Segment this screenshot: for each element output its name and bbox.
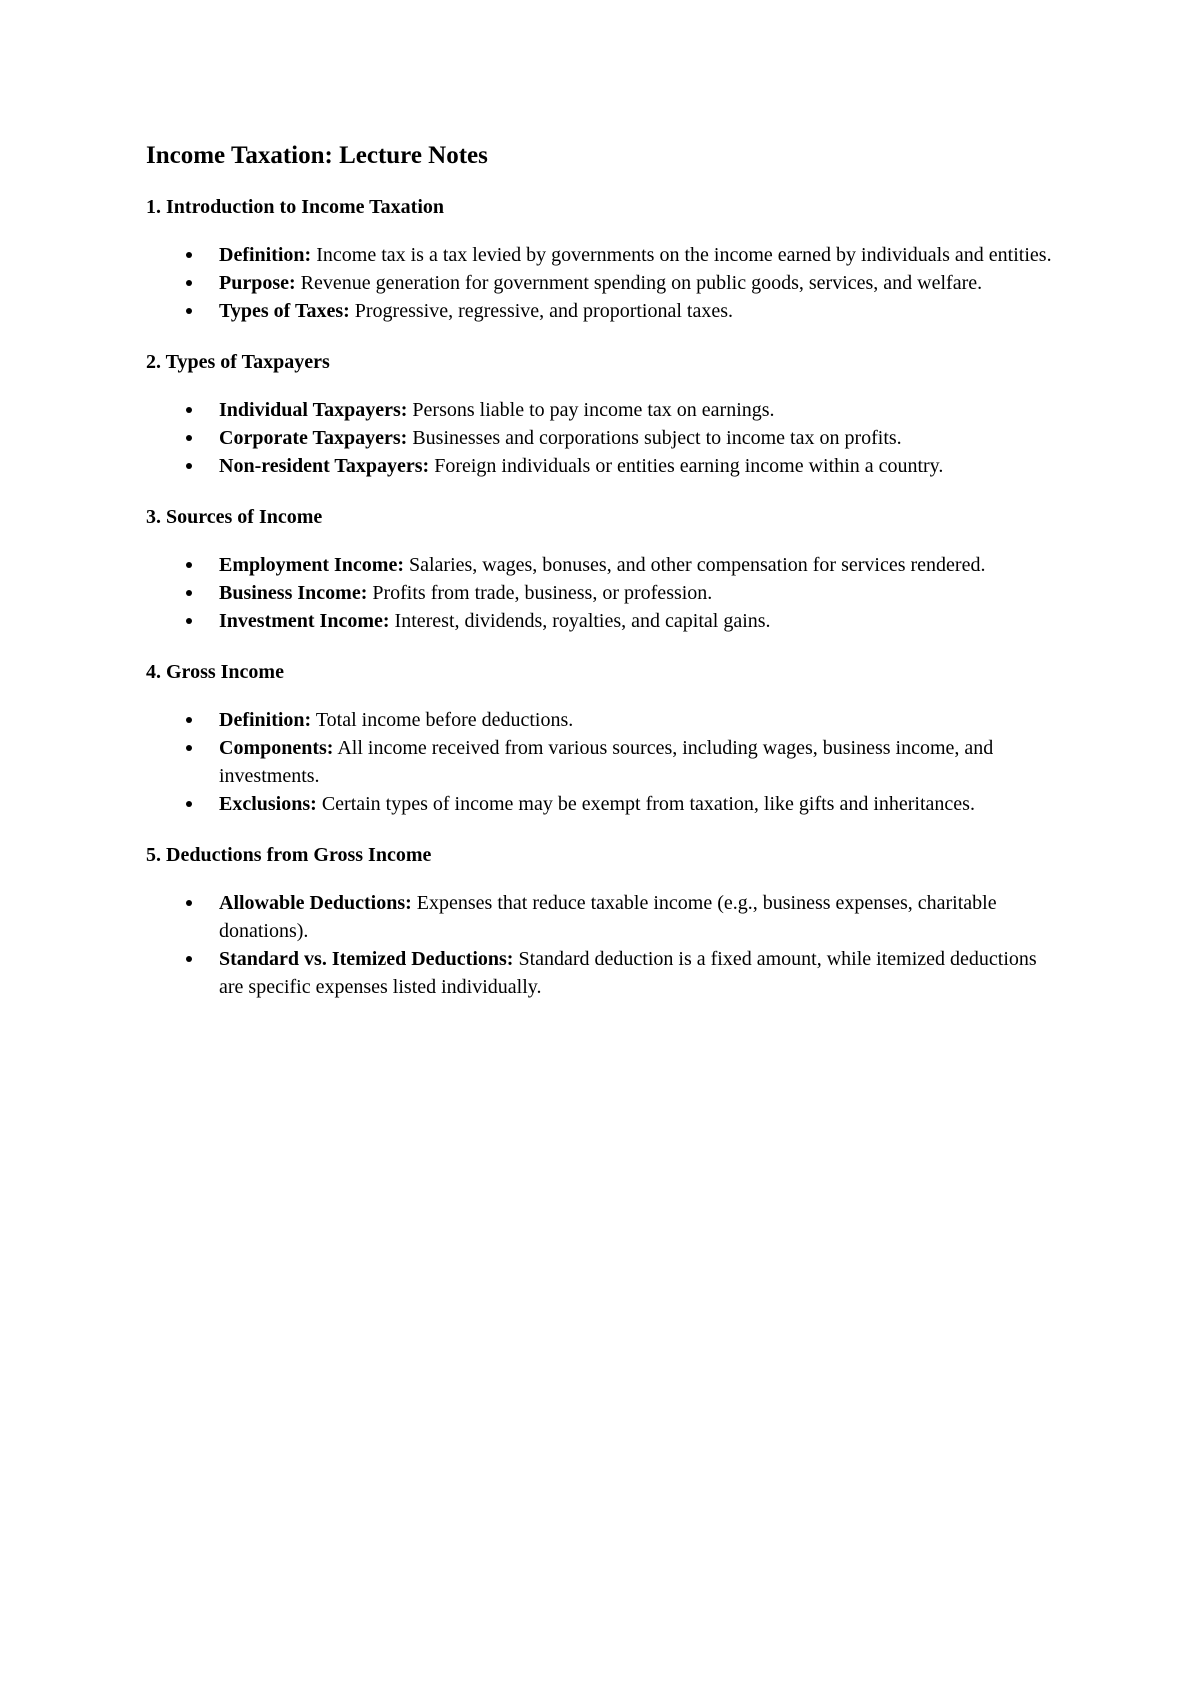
item-term: Components: [219,736,334,759]
section-introduction [146,193,1066,325]
item-term: Corporate Taxpayers: [219,426,408,449]
list-item [146,579,1066,607]
item-text: Salaries, wages, bonuses, and other compensation for services rendered. [403,553,986,576]
bullet-list [146,241,1066,325]
list-item [146,424,1066,452]
document-page [146,140,1066,1024]
section-heading: 5. Deductions from Gross Income [146,843,432,866]
document-title: Income Taxation: Lecture Notes [146,142,488,169]
list-item [146,706,1066,734]
list-item [146,396,1066,424]
list-item [146,269,1066,297]
bullet-list [146,706,1066,818]
section-types-of-taxpayers [146,348,1066,480]
item-term: Non-resident Taxpayers: [219,454,430,477]
item-text: Foreign individuals or entities earning income within a country. [429,454,944,477]
section-deductions [146,841,1066,1001]
section-heading: 2. Types of Taxpayers [146,350,330,373]
item-text: Interest, dividends, royalties, and capital gains. [389,609,771,632]
item-term: Definition: [219,708,312,731]
item-term: Standard vs. Itemized Deductions: [219,947,514,970]
item-text: All income received from various sources, including wages, business income, and investments. [219,736,994,787]
list-item [146,241,1066,269]
list-item [146,790,1066,818]
item-text: Certain types of income may be exempt from taxation, like gifts and inheritances. [316,792,975,815]
item-term: Purpose: [219,271,296,294]
section-heading: 3. Sources of Income [146,505,323,528]
item-term: Business Income: [219,581,368,604]
item-term: Definition: [219,243,312,266]
item-text: Income tax is a tax levied by governments on the income earned by individuals and entities. [311,243,1052,266]
item-term: Individual Taxpayers: [219,398,408,421]
list-item [146,734,1066,790]
bullet-list [146,396,1066,480]
item-text: Persons liable to pay income tax on earnings. [407,398,775,421]
item-text: Standard deduction is a fixed amount, while itemized deductions are specific expenses listed individually. [219,947,1037,998]
section-gross-income [146,658,1066,818]
list-item [146,889,1066,945]
section-sources-of-income [146,503,1066,635]
item-text: Businesses and corporations subject to income tax on profits. [407,426,902,449]
item-term: Exclusions: [219,792,317,815]
list-item [146,297,1066,325]
item-text: Expenses that reduce taxable income (e.g., business expenses, charitable donations). [219,891,997,942]
item-text: Progressive, regressive, and proportional taxes. [349,299,733,322]
item-text: Revenue generation for government spending on public goods, services, and welfare. [295,271,983,294]
section-heading: 1. Introduction to Income Taxation [146,195,445,218]
list-item [146,551,1066,579]
item-text: Total income before deductions. [311,708,574,731]
bullet-list [146,551,1066,635]
item-term: Types of Taxes: [219,299,350,322]
list-item [146,945,1066,1001]
list-item [146,607,1066,635]
item-text: Profits from trade, business, or profession. [367,581,713,604]
bullet-list [146,889,1066,1001]
item-term: Employment Income: [219,553,404,576]
list-item [146,452,1066,480]
section-heading: 4. Gross Income [146,660,284,683]
item-term: Investment Income: [219,609,390,632]
item-term: Allowable Deductions: [219,891,412,914]
